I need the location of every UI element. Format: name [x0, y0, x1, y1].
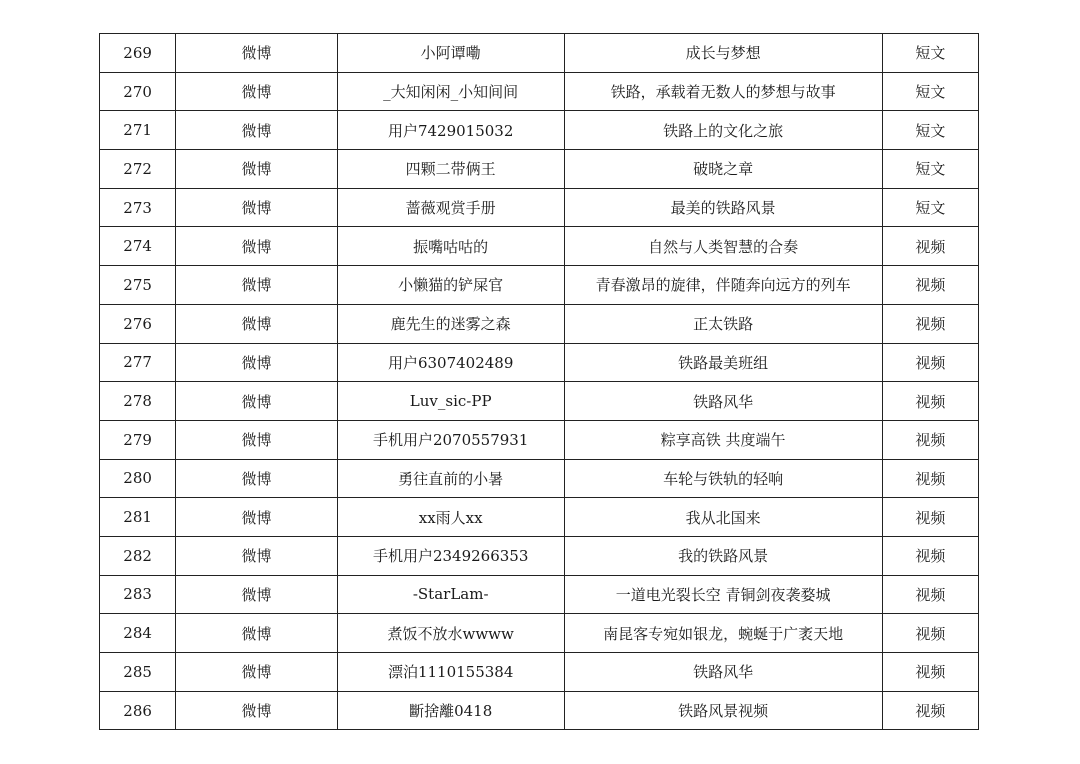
table-row — [100, 266, 979, 305]
cell-platform: 微博 — [176, 614, 338, 653]
cell-username: 小懒猫的铲屎官 — [337, 266, 564, 305]
cell-platform: 微博 — [176, 343, 338, 382]
cell-type: 视频 — [882, 304, 978, 343]
cell-number: 286 — [100, 691, 176, 730]
cell-username: 四颗二带俩王 — [337, 150, 564, 189]
table-row — [100, 536, 979, 575]
cell-title: 铁路风华 — [564, 382, 882, 421]
cell-title: 车轮与铁轨的轻响 — [564, 459, 882, 498]
cell-platform: 微博 — [176, 188, 338, 227]
table-row — [100, 653, 979, 692]
cell-title: 成长与梦想 — [564, 34, 882, 73]
cell-type: 视频 — [882, 420, 978, 459]
cell-number: 277 — [100, 343, 176, 382]
cell-type: 短文 — [882, 72, 978, 111]
cell-type: 视频 — [882, 382, 978, 421]
cell-username: Luv_sic-PP — [337, 382, 564, 421]
table-row — [100, 575, 979, 614]
cell-platform: 微博 — [176, 459, 338, 498]
cell-title: 破晓之章 — [564, 150, 882, 189]
table-row — [100, 227, 979, 266]
table-row — [100, 382, 979, 421]
cell-title: 最美的铁路风景 — [564, 188, 882, 227]
cell-username: 手机用户2070557931 — [337, 420, 564, 459]
cell-platform: 微博 — [176, 150, 338, 189]
table-row — [100, 614, 979, 653]
cell-type: 视频 — [882, 653, 978, 692]
cell-number: 276 — [100, 304, 176, 343]
cell-username: 小阿谭嘞 — [337, 34, 564, 73]
cell-username: 勇往直前的小暑 — [337, 459, 564, 498]
cell-type: 视频 — [882, 536, 978, 575]
table-row — [100, 111, 979, 150]
cell-platform: 微博 — [176, 382, 338, 421]
cell-username: 用户7429015032 — [337, 111, 564, 150]
cell-platform: 微博 — [176, 111, 338, 150]
cell-username: 斷捨離0418 — [337, 691, 564, 730]
cell-number: 282 — [100, 536, 176, 575]
cell-number: 284 — [100, 614, 176, 653]
cell-number: 279 — [100, 420, 176, 459]
table-row — [100, 72, 979, 111]
cell-title: 铁路最美班组 — [564, 343, 882, 382]
cell-number: 274 — [100, 227, 176, 266]
cell-title: 我的铁路风景 — [564, 536, 882, 575]
table-row — [100, 498, 979, 537]
cell-title: 铁路，承载着无数人的梦想与故事 — [564, 72, 882, 111]
cell-type: 视频 — [882, 266, 978, 305]
cell-type: 视频 — [882, 227, 978, 266]
cell-type: 短文 — [882, 150, 978, 189]
cell-platform: 微博 — [176, 575, 338, 614]
cell-platform: 微博 — [176, 304, 338, 343]
cell-title: 正太铁路 — [564, 304, 882, 343]
cell-title: 一道电光裂长空 青铜剑夜袭婺城 — [564, 575, 882, 614]
table-row — [100, 420, 979, 459]
cell-username: _大知闲闲_小知间间 — [337, 72, 564, 111]
cell-type: 视频 — [882, 343, 978, 382]
cell-type: 短文 — [882, 111, 978, 150]
cell-platform: 微博 — [176, 536, 338, 575]
table-row — [100, 150, 979, 189]
cell-platform: 微博 — [176, 498, 338, 537]
cell-number: 280 — [100, 459, 176, 498]
cell-title: 粽享高铁 共度端午 — [564, 420, 882, 459]
cell-platform: 微博 — [176, 34, 338, 73]
table-row — [100, 304, 979, 343]
cell-title: 自然与人类智慧的合奏 — [564, 227, 882, 266]
cell-username: 漂泊1110155384 — [337, 653, 564, 692]
table-row — [100, 459, 979, 498]
cell-title: 铁路风华 — [564, 653, 882, 692]
table-row — [100, 691, 979, 730]
entries-table — [99, 33, 979, 730]
table-row — [100, 188, 979, 227]
cell-username: 用户6307402489 — [337, 343, 564, 382]
cell-number: 273 — [100, 188, 176, 227]
table-row — [100, 343, 979, 382]
cell-number: 283 — [100, 575, 176, 614]
entries-table-body — [100, 34, 979, 730]
cell-platform: 微博 — [176, 227, 338, 266]
cell-platform: 微博 — [176, 653, 338, 692]
table-row — [100, 34, 979, 73]
cell-title: 铁路风景视频 — [564, 691, 882, 730]
cell-number: 271 — [100, 111, 176, 150]
cell-type: 短文 — [882, 34, 978, 73]
cell-type: 视频 — [882, 575, 978, 614]
cell-type: 视频 — [882, 459, 978, 498]
cell-title: 我从北国来 — [564, 498, 882, 537]
cell-title: 青春激昂的旋律，伴随奔向远方的列车 — [564, 266, 882, 305]
cell-platform: 微博 — [176, 420, 338, 459]
cell-number: 272 — [100, 150, 176, 189]
cell-number: 269 — [100, 34, 176, 73]
cell-number: 275 — [100, 266, 176, 305]
cell-type: 视频 — [882, 691, 978, 730]
cell-platform: 微博 — [176, 266, 338, 305]
cell-username: 蔷薇观赏手册 — [337, 188, 564, 227]
cell-username: 鹿先生的迷雾之森 — [337, 304, 564, 343]
cell-platform: 微博 — [176, 691, 338, 730]
cell-number: 278 — [100, 382, 176, 421]
cell-number: 281 — [100, 498, 176, 537]
cell-username: 振嘴咕咕的 — [337, 227, 564, 266]
cell-username: 手机用户2349266353 — [337, 536, 564, 575]
cell-platform: 微博 — [176, 72, 338, 111]
cell-username: 煮饭不放水wwww — [337, 614, 564, 653]
cell-type: 视频 — [882, 614, 978, 653]
cell-title: 南昆客专宛如银龙，蜿蜒于广袤天地 — [564, 614, 882, 653]
cell-number: 270 — [100, 72, 176, 111]
cell-username: -StarLam- — [337, 575, 564, 614]
cell-title: 铁路上的文化之旅 — [564, 111, 882, 150]
cell-username: xx雨人xx — [337, 498, 564, 537]
cell-type: 视频 — [882, 498, 978, 537]
cell-number: 285 — [100, 653, 176, 692]
cell-type: 短文 — [882, 188, 978, 227]
